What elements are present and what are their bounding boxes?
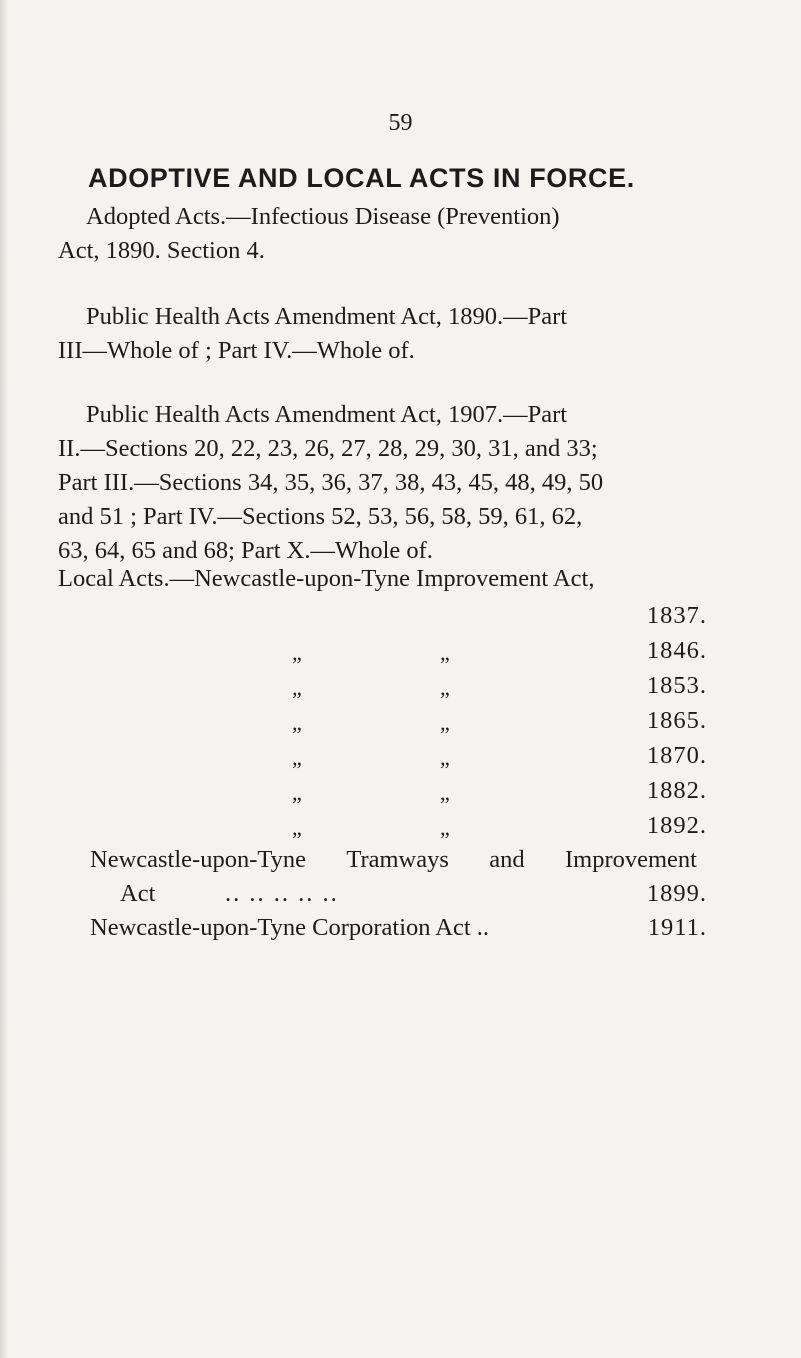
pha-1890-line-2: III—Whole of ; Part IV.—Whole of. (58, 337, 415, 364)
pha-1907-line-1: Public Health Acts Amendment Act, 1907.—Part (86, 401, 568, 428)
tramways-year: 1899. (646, 880, 707, 907)
tramways-act-label: Act (120, 880, 156, 907)
tramways-word: Newcastle-upon-Tyne (90, 846, 306, 873)
corporation-year: 1911. (647, 914, 707, 941)
ditto-mark: „ (440, 640, 450, 665)
tramways-word: Tramways (346, 846, 449, 873)
dot-leaders: .. .. .. .. .. (225, 880, 339, 907)
ditto-mark: „ (440, 815, 450, 840)
pha-1890-line-1: Public Health Acts Amendment Act, 1890.—Part (86, 303, 568, 330)
tramways-act-line-1 (90, 846, 697, 874)
page-number: 59 (388, 110, 413, 136)
adopted-acts-line-1: Adopted Acts.—Infectious Disease (Prevention) (86, 203, 560, 230)
tramways-word: Improvement (564, 846, 697, 873)
adopted-acts-paragraph (58, 200, 698, 268)
pha-1890-paragraph (58, 300, 698, 368)
page-edge-shadow (0, 0, 8, 1358)
pha-1907-line-5: 63, 64, 65 and 68; Part X.—Whole of. (58, 537, 433, 564)
local-acts-title: Local Acts.—Newcastle-upon-Tyne Improvement Act, (58, 565, 595, 592)
year-entry: 1853. (646, 672, 707, 699)
ditto-mark: „ (292, 745, 302, 770)
pha-1907-paragraph (58, 398, 698, 568)
tramways-word: and (489, 846, 525, 873)
ditto-mark: „ (292, 780, 302, 805)
pha-1907-line-2: II.—Sections 20, 22, 23, 26, 27, 28, 29, 30, 31, and 33; (58, 435, 598, 462)
ditto-mark: „ (440, 675, 450, 700)
ditto-mark: „ (292, 675, 302, 700)
ditto-mark: „ (440, 745, 450, 770)
ditto-mark: „ (440, 780, 450, 805)
year-entry: 1882. (646, 777, 707, 804)
pha-1907-line-3: Part III.—Sections 34, 35, 36, 37, 38, 43, 45, 48, 49, 50 (58, 469, 604, 496)
ditto-mark: „ (292, 710, 302, 735)
year-entry: 1837. (646, 602, 707, 629)
year-entry: 1846. (646, 637, 707, 664)
ditto-mark: „ (292, 640, 302, 665)
year-entry: 1870. (646, 742, 707, 769)
ditto-mark: „ (440, 710, 450, 735)
pha-1907-line-4: and 51 ; Part IV.—Sections 52, 53, 56, 58, 59, 61, 62, (58, 503, 583, 530)
ditto-mark: „ (292, 815, 302, 840)
corporation-act-label: Newcastle-upon-Tyne Corporation Act .. (90, 914, 490, 941)
page-title: ADOPTIVE AND LOCAL ACTS IN FORCE. (88, 163, 635, 193)
year-entry: 1865. (646, 707, 707, 734)
year-entry: 1892. (646, 812, 707, 839)
adopted-acts-line-2: Act, 1890. Section 4. (58, 237, 265, 264)
